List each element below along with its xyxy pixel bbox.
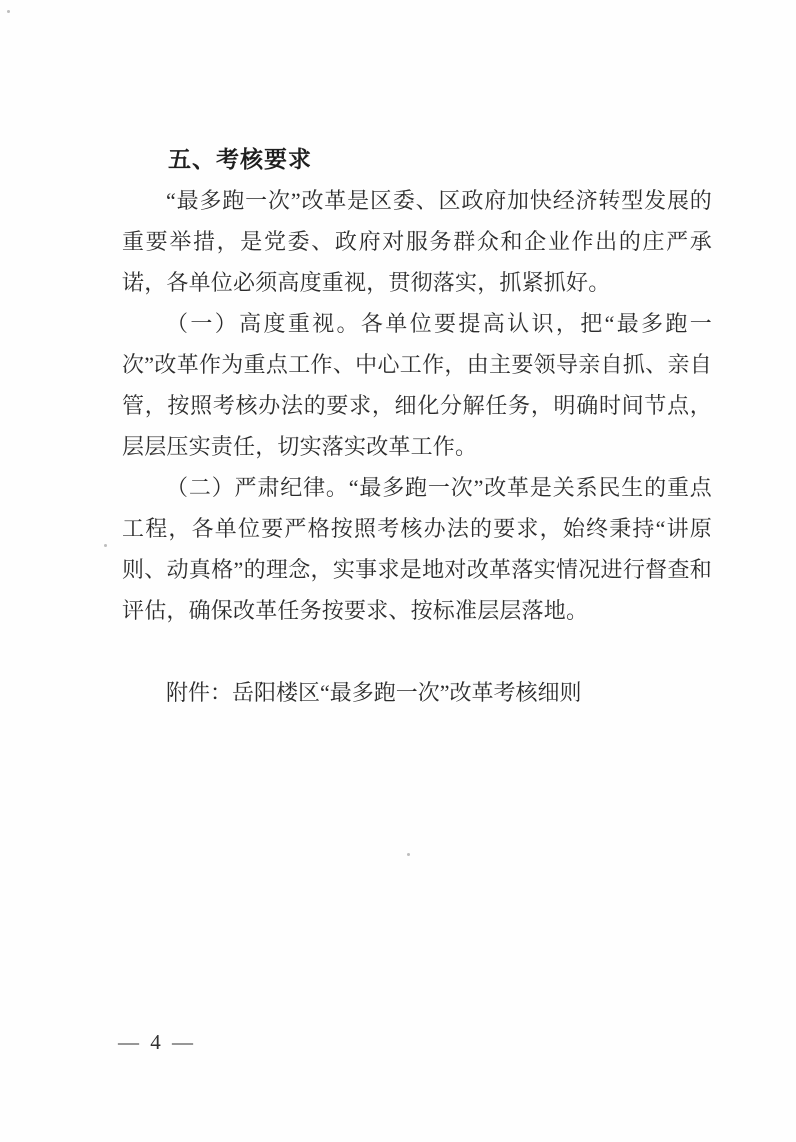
body-paragraph: “最多跑一次”改革是区委、区政府加快经济转型发展的重要举措，是党委、政府对服务群众和企业作出的庄严承诺，各单位必须高度重视，贯彻落实，抓紧抓好。 bbox=[122, 188, 712, 295]
attachment-line: 附件：岳阳楼区“最多跑一次”改革考核细则 bbox=[166, 680, 582, 705]
scan-speck bbox=[104, 544, 107, 547]
section-heading: 五、考核要求 bbox=[168, 146, 312, 172]
page-number: — 4 — bbox=[118, 1030, 196, 1054]
body-paragraph: （二）严肃纪律。“最多跑一次”改革是关系民生的重点工程，各单位要严格按照考核办法的要求，始终秉持“讲原则、动真格”的理念，实事求是地对改革落实情况进行督查和评估，确保改革任务按要求、按标准层层落地。 bbox=[122, 475, 712, 623]
scan-speck bbox=[7, 10, 10, 13]
body-paragraph: （一）高度重视。各单位要提高认识，把“最多跑一次”改革作为重点工作、中心工作，由主要领导亲自抓、亲自管，按照考核办法的要求，细化分解任务，明确时间节点，层层压实责任，切实落实改革工作。 bbox=[122, 311, 712, 459]
document-body bbox=[122, 139, 712, 713]
scan-speck bbox=[407, 853, 410, 856]
